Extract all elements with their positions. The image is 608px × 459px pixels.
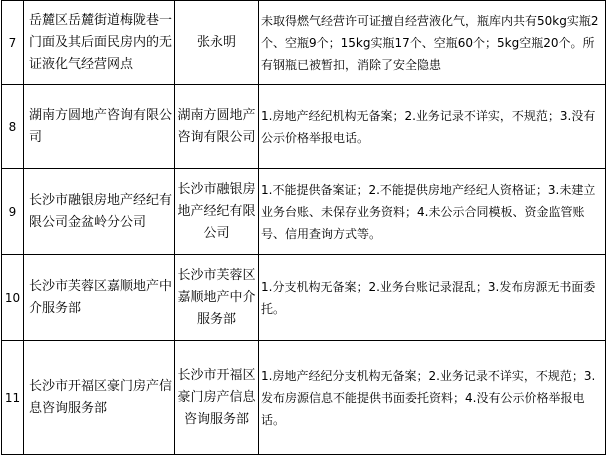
issue-description: 1.房地产经纪分支机构无备案；2.业务记录不详实，不规范；3.发布房源信息不能提供书面委托资料；4.没有公示价格举报电话。 — [259, 341, 606, 455]
table-row — [2, 255, 606, 341]
issue-description: 1.不能提供备案证；2.不能提供房地产经纪人资格证；3.未建立业务台账、未保存业务资料；4.未公示合同模板、资金监管账号、信用查询方式等。 — [259, 169, 606, 255]
table-row — [2, 85, 606, 169]
organization-name: 湖南方圆地产咨询有限公司 — [24, 85, 175, 169]
responsible-party: 张永明 — [175, 1, 259, 85]
row-index: 7 — [2, 1, 24, 85]
issue-description: 1.分支机构无备案；2.业务台账记录混乱；3.发布房源无书面委托。 — [259, 255, 606, 341]
responsible-party: 长沙市融银房地产经纪有限公司 — [175, 169, 259, 255]
issue-description: 未取得燃气经营许可证擅自经营液化气，瓶库内共有50kg实瓶2个、空瓶9个；15kg实瓶17个、空瓶60个；5kg空瓶20个。所有钢瓶已被暂扣，消除了安全隐患 — [259, 1, 606, 85]
row-index: 11 — [2, 341, 24, 455]
organization-name: 长沙市芙蓉区嘉顺地产中介服务部 — [24, 255, 175, 341]
responsible-party: 长沙市开福区豪门房产信息咨询服务部 — [175, 341, 259, 455]
organization-name: 岳麓区岳麓街道梅陇巷一门面及其后面民房内的无证液化气经营网点 — [24, 1, 175, 85]
responsible-party: 湖南方圆地产咨询有限公司 — [175, 85, 259, 169]
organization-name: 长沙市融银房地产经纪有限公司金盆岭分公司 — [24, 169, 175, 255]
inspection-results-table — [1, 0, 606, 455]
responsible-party: 长沙市芙蓉区嘉顺地产中介服务部 — [175, 255, 259, 341]
organization-name: 长沙市开福区豪门房产信息咨询服务部 — [24, 341, 175, 455]
issue-description: 1.房地产经纪机构无备案；2.业务记录不详实，不规范；3.没有公示价格举报电话。 — [259, 85, 606, 169]
row-index: 8 — [2, 85, 24, 169]
row-index: 9 — [2, 169, 24, 255]
table-row — [2, 1, 606, 85]
row-index: 10 — [2, 255, 24, 341]
table-row — [2, 169, 606, 255]
table-row — [2, 341, 606, 455]
